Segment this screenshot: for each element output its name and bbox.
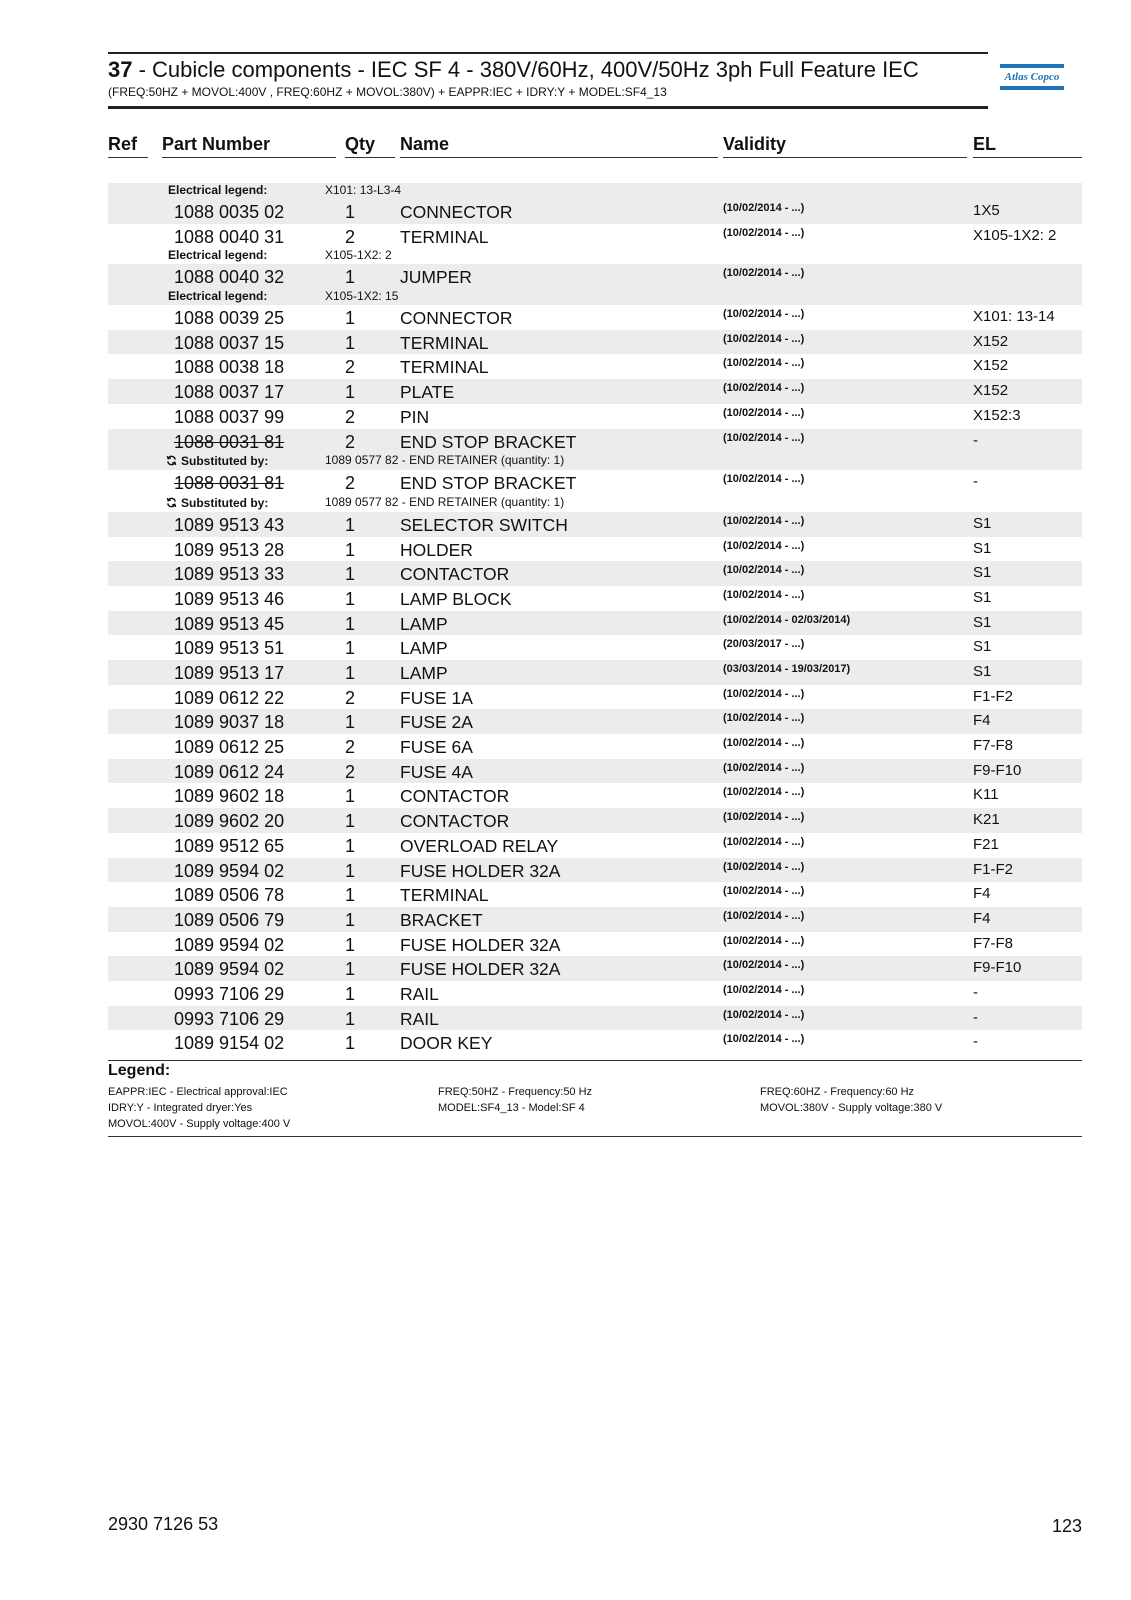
substituted-by-label — [166, 454, 268, 468]
part-group — [108, 305, 1082, 330]
table-row — [108, 512, 1082, 537]
validity: (10/02/2014 - ...) — [723, 737, 805, 750]
table-row — [108, 330, 1082, 355]
substitute-cycle-icon — [166, 497, 177, 508]
part-name: FUSE 4A — [400, 761, 473, 782]
substitution-row — [108, 453, 1082, 470]
part-group — [108, 709, 1082, 734]
part-name: FUSE HOLDER 32A — [400, 860, 561, 881]
legend-top-rule — [108, 1060, 1082, 1061]
electrical-ref: S1 — [973, 663, 992, 680]
page-header — [108, 52, 988, 109]
quantity: 1 — [345, 539, 356, 560]
part-name: LAMP — [400, 638, 448, 659]
legend — [108, 1062, 1082, 1137]
table-row — [108, 932, 1082, 957]
validity: (10/02/2014 - ...) — [723, 202, 805, 214]
electrical-legend-row — [108, 289, 1082, 305]
table-row — [108, 709, 1082, 734]
part-number: 1089 9513 46 — [174, 588, 285, 609]
quantity: 2 — [345, 357, 356, 378]
validity: (10/02/2014 - ...) — [723, 308, 805, 321]
validity: (10/02/2014 - ...) — [723, 885, 805, 898]
part-name: FUSE HOLDER 32A — [400, 934, 561, 955]
electrical-ref: F7-F8 — [973, 934, 1014, 952]
part-group — [108, 660, 1082, 685]
table-row — [108, 264, 1082, 289]
validity: (10/02/2014 - ...) — [723, 1008, 805, 1021]
table-row — [108, 635, 1082, 660]
electrical-ref: - — [973, 983, 978, 1001]
table-row — [108, 660, 1082, 685]
col-part-number-rule — [162, 157, 336, 158]
part-name: PLATE — [400, 382, 455, 403]
table-row — [108, 685, 1082, 710]
validity: (10/02/2014 - ...) — [723, 811, 805, 824]
quantity: 1 — [345, 638, 356, 659]
substitute-cycle-icon — [166, 455, 177, 466]
validity: (10/02/2014 - ...) — [723, 332, 805, 345]
validity: (10/02/2014 - ...) — [723, 406, 805, 419]
part-group — [108, 759, 1082, 784]
substituted-by-text: Substituted by: — [181, 454, 269, 469]
part-group — [108, 512, 1082, 537]
quantity: 1 — [345, 588, 356, 609]
part-name: OVERLOAD RELAY — [400, 835, 559, 856]
table-row — [108, 981, 1082, 1006]
part-number: 1089 9602 20 — [174, 811, 285, 832]
part-group — [108, 404, 1082, 429]
table-row — [108, 734, 1082, 759]
validity: (10/02/2014 - ...) — [723, 539, 805, 552]
part-name: SELECTOR SWITCH — [400, 514, 568, 535]
part-number: 1089 9512 65 — [174, 835, 285, 856]
electrical-ref: F4 — [973, 909, 991, 927]
table-row — [108, 379, 1082, 404]
electrical-legend-row — [108, 248, 1082, 264]
part-name: CONNECTOR — [400, 202, 513, 222]
quantity: 1 — [345, 382, 356, 403]
table-row — [108, 199, 1082, 224]
part-number: 1088 0040 31 — [174, 226, 285, 247]
part-group — [108, 429, 1082, 471]
electrical-ref: X152 — [973, 332, 1009, 350]
part-name: CONTACTOR — [400, 811, 510, 832]
electrical-ref: X152 — [973, 357, 1009, 375]
electrical-ref: K21 — [973, 811, 1000, 829]
part-name: LAMP BLOCK — [400, 588, 512, 609]
electrical-ref: F7-F8 — [973, 737, 1014, 755]
electrical-ref: - — [973, 431, 978, 449]
validity: (10/02/2014 - ...) — [723, 934, 805, 947]
legend-entry: MOVOL:400V - Supply voltage:400 V — [108, 1118, 291, 1130]
electrical-ref: X152:3 — [973, 406, 1021, 424]
validity: (10/02/2014 - ...) — [723, 959, 805, 972]
electrical-ref: F1-F2 — [973, 687, 1014, 705]
validity: (03/03/2014 - 19/03/2017) — [723, 663, 851, 675]
electrical-ref: S1 — [973, 539, 992, 557]
part-number: 1089 9513 43 — [174, 514, 285, 535]
col-name-header: Name — [400, 134, 450, 154]
part-number: 0993 7106 29 — [174, 983, 285, 1004]
col-ref-header: Ref — [108, 134, 138, 154]
part-number: 1089 0612 22 — [174, 687, 285, 708]
part-group — [108, 586, 1082, 611]
legend-entry: MODEL:SF4_13 - Model:SF 4 — [438, 1102, 585, 1114]
table-row — [108, 404, 1082, 429]
quantity: 2 — [345, 226, 356, 247]
legend-bottom-rule — [108, 1136, 1082, 1137]
validity: (10/02/2014 - ...) — [723, 983, 805, 996]
part-name: JUMPER — [400, 267, 472, 288]
part-number: 1088 0037 99 — [174, 406, 285, 427]
page-number: 123 — [1051, 1516, 1082, 1536]
part-number: 1089 0612 25 — [174, 737, 285, 758]
part-name: CONNECTOR — [400, 308, 513, 329]
col-validity-header: Validity — [723, 134, 787, 154]
substituted-by-label — [166, 496, 268, 510]
quantity: 2 — [345, 473, 356, 494]
validity: (10/02/2014 - ...) — [723, 786, 805, 799]
part-group — [108, 379, 1082, 404]
electrical-ref: 1X5 — [973, 202, 1000, 219]
quantity: 1 — [345, 983, 356, 1004]
electrical-ref: S1 — [973, 564, 992, 582]
part-number: 1088 0040 32 — [174, 267, 285, 288]
part-group — [108, 1006, 1082, 1031]
part-group — [108, 354, 1082, 379]
substitution-value: 1089 0577 82 - END RETAINER (quantity: 1) — [325, 453, 565, 468]
substituted-by-text: Substituted by: — [181, 495, 269, 510]
header-top-rule — [108, 52, 988, 54]
quantity: 2 — [345, 431, 356, 452]
table-row — [108, 808, 1082, 833]
part-group — [108, 264, 1082, 305]
col-validity-rule — [723, 157, 967, 158]
validity: (10/02/2014 - ...) — [723, 226, 805, 239]
legend-entry: FREQ:60HZ - Frequency:60 Hz — [760, 1086, 915, 1098]
table-row — [108, 470, 1082, 495]
col-ref-rule — [108, 157, 148, 158]
part-number: 1089 0506 79 — [174, 909, 285, 930]
validity: (10/02/2014 - ...) — [723, 564, 805, 577]
table-row — [108, 956, 1082, 981]
quantity: 1 — [345, 332, 356, 353]
validity: (10/02/2014 - ...) — [723, 267, 805, 280]
part-name: LAMP — [400, 663, 448, 683]
part-number: 1088 0035 02 — [174, 202, 285, 222]
part-number: 1089 9037 18 — [174, 712, 285, 733]
document-number: 2930 7126 53 — [108, 1514, 219, 1534]
part-number: 1089 0612 24 — [174, 761, 285, 782]
part-group — [108, 183, 1082, 224]
validity: (10/02/2014 - 02/03/2014) — [723, 613, 851, 626]
quantity: 1 — [345, 909, 356, 930]
electrical-ref: - — [973, 1033, 978, 1051]
validity: (10/02/2014 - ...) — [723, 357, 805, 370]
part-name: DOOR KEY — [400, 1033, 493, 1054]
quantity: 1 — [345, 959, 356, 980]
electrical-legend-label: Electrical legend: — [168, 183, 268, 197]
part-group — [108, 981, 1082, 1006]
electrical-legend-value: X105-1X2: 2 — [325, 248, 392, 263]
part-name: TERMINAL — [400, 357, 489, 378]
part-name: TERMINAL — [400, 332, 489, 353]
table-row — [108, 1030, 1082, 1055]
table-row — [108, 224, 1082, 249]
part-name: FUSE 1A — [400, 687, 473, 708]
part-group — [108, 537, 1082, 562]
part-name: BRACKET — [400, 909, 483, 930]
part-name: CONTACTOR — [400, 564, 510, 585]
quantity: 2 — [345, 761, 356, 782]
validity: (10/02/2014 - ...) — [723, 860, 805, 873]
quantity: 1 — [345, 712, 356, 733]
part-group — [108, 611, 1082, 636]
section-number: 37 — [108, 57, 133, 82]
part-group — [108, 907, 1082, 932]
part-group — [108, 734, 1082, 759]
part-name: FUSE 6A — [400, 737, 473, 758]
part-group — [108, 932, 1082, 957]
part-group — [108, 685, 1082, 710]
table-row — [108, 586, 1082, 611]
electrical-legend-value: X101: 13-L3-4 — [325, 183, 402, 197]
part-name: PIN — [400, 406, 430, 427]
part-number: 1089 9594 02 — [174, 934, 285, 955]
quantity: 1 — [345, 564, 356, 585]
quantity: 2 — [345, 737, 356, 758]
electrical-ref: F9-F10 — [973, 959, 1022, 977]
quantity: 1 — [345, 885, 356, 906]
table-row — [108, 833, 1082, 858]
validity: (20/03/2017 - ...) — [723, 638, 805, 651]
part-group — [108, 470, 1082, 512]
part-group — [108, 561, 1082, 586]
quantity: 1 — [345, 934, 356, 955]
electrical-ref: S1 — [973, 638, 992, 656]
part-group — [108, 956, 1082, 981]
part-name: END STOP BRACKET — [400, 431, 577, 452]
validity: (10/02/2014 - ...) — [723, 835, 805, 848]
table-row — [108, 429, 1082, 454]
electrical-legend-label: Electrical legend: — [168, 289, 268, 304]
quantity: 1 — [345, 1008, 356, 1029]
page-subtitle: (FREQ:50HZ + MOVOL:400V , FREQ:60HZ + MOVOL:380V) + EAPPR:IEC + IDRY:Y + MODEL:SF4_13 — [108, 85, 667, 99]
legend-entry: EAPPR:IEC - Electrical approval:IEC — [108, 1086, 288, 1098]
quantity: 1 — [345, 835, 356, 856]
substitution-value: 1089 0577 82 - END RETAINER (quantity: 1) — [325, 494, 565, 509]
part-number: 1088 0031 81 — [174, 473, 285, 494]
legend-entry: FREQ:50HZ - Frequency:50 Hz — [438, 1086, 593, 1098]
validity: (10/02/2014 - ...) — [723, 473, 805, 486]
part-group — [108, 330, 1082, 355]
quantity: 1 — [345, 308, 356, 329]
legend-entries — [108, 1084, 1082, 1132]
atlas-copco-logo — [1000, 62, 1064, 96]
electrical-ref: F4 — [973, 712, 991, 730]
part-name: RAIL — [400, 983, 439, 1004]
part-number: 1088 0031 81 — [174, 431, 285, 452]
electrical-ref: F9-F10 — [973, 761, 1022, 779]
validity: (10/02/2014 - ...) — [723, 1033, 805, 1046]
validity: (10/02/2014 - ...) — [723, 712, 805, 725]
part-group — [108, 224, 1082, 265]
part-number: 1089 9594 02 — [174, 860, 285, 881]
header-bottom-rule — [108, 106, 988, 109]
part-number: 1089 0506 78 — [174, 885, 285, 906]
table-row — [108, 783, 1082, 808]
validity: (10/02/2014 - ...) — [723, 588, 805, 601]
electrical-ref: F21 — [973, 835, 999, 853]
part-name: RAIL — [400, 1008, 439, 1029]
part-name: FUSE 2A — [400, 712, 473, 733]
col-qty-rule — [345, 157, 395, 158]
table-row — [108, 305, 1082, 330]
part-name: LAMP — [400, 613, 448, 634]
part-number: 1088 0039 25 — [174, 308, 285, 329]
quantity: 1 — [345, 786, 356, 807]
quantity: 1 — [345, 202, 356, 222]
part-group — [108, 635, 1082, 660]
quantity: 1 — [345, 663, 356, 683]
table-row — [108, 907, 1082, 932]
quantity: 1 — [345, 514, 356, 535]
quantity: 1 — [345, 811, 356, 832]
quantity: 2 — [345, 406, 356, 427]
validity: (10/02/2014 - ...) — [723, 909, 805, 922]
part-number: 1089 9513 33 — [174, 564, 285, 585]
section-title: - Cubicle components - IEC SF 4 - 380V/60Hz, 400V/50Hz 3ph Full Feature IEC — [132, 57, 919, 82]
table-row — [108, 561, 1082, 586]
quantity: 1 — [345, 1033, 356, 1054]
validity: (10/02/2014 - ...) — [723, 761, 805, 774]
col-el-rule — [973, 157, 1082, 158]
part-number: 1088 0037 17 — [174, 382, 285, 403]
part-number: 1089 9154 02 — [174, 1033, 285, 1054]
part-number: 1089 9602 18 — [174, 786, 285, 807]
electrical-ref: X105-1X2: 2 — [973, 226, 1057, 244]
electrical-ref: - — [973, 1008, 978, 1026]
part-group — [108, 882, 1082, 907]
part-group — [108, 833, 1082, 858]
table-header — [108, 130, 1082, 158]
electrical-legend-value: X105-1X2: 15 — [325, 289, 399, 304]
table-row — [108, 882, 1082, 907]
legend-title: Legend: — [108, 1062, 171, 1079]
part-number: 1089 9594 02 — [174, 959, 285, 980]
part-number: 1089 9513 17 — [174, 663, 285, 683]
validity: (10/02/2014 - ...) — [723, 431, 805, 444]
parts-table — [108, 183, 1082, 1055]
electrical-ref: X152 — [973, 382, 1009, 400]
part-group — [108, 1030, 1082, 1055]
part-name: TERMINAL — [400, 226, 489, 247]
part-name: FUSE HOLDER 32A — [400, 959, 561, 980]
electrical-legend-row — [108, 183, 1082, 199]
part-number: 1088 0038 18 — [174, 357, 285, 378]
legend-entry: MOVOL:380V - Supply voltage:380 V — [760, 1102, 943, 1114]
part-number: 0993 7106 29 — [174, 1008, 285, 1029]
electrical-ref: S1 — [973, 613, 992, 631]
electrical-ref: F4 — [973, 885, 991, 903]
part-number: 1088 0037 15 — [174, 332, 285, 353]
col-el-header: EL — [973, 134, 997, 154]
part-number: 1089 9513 45 — [174, 613, 285, 634]
table-row — [108, 537, 1082, 562]
quantity: 2 — [345, 687, 356, 708]
part-number: 1089 9513 28 — [174, 539, 285, 560]
electrical-ref: S1 — [973, 588, 992, 606]
table-row — [108, 759, 1082, 784]
table-row — [108, 858, 1082, 883]
electrical-ref: K11 — [973, 786, 999, 804]
validity: (10/02/2014 - ...) — [723, 382, 805, 395]
logo-band-top — [1000, 64, 1064, 68]
part-group — [108, 808, 1082, 833]
electrical-ref: F1-F2 — [973, 860, 1014, 878]
validity: (10/02/2014 - ...) — [723, 687, 805, 700]
part-name: END STOP BRACKET — [400, 473, 577, 494]
page-title — [108, 58, 988, 82]
electrical-ref: X101: 13-14 — [973, 308, 1055, 326]
table-row — [108, 354, 1082, 379]
table-row — [108, 1006, 1082, 1031]
part-group — [108, 783, 1082, 808]
col-qty-header: Qty — [345, 134, 376, 154]
substitution-row — [108, 495, 1082, 512]
logo-band-bottom — [1000, 86, 1064, 90]
col-name-rule — [400, 157, 718, 158]
legend-entry: IDRY:Y - Integrated dryer:Yes — [108, 1102, 253, 1114]
electrical-ref: S1 — [973, 514, 992, 532]
electrical-ref: - — [973, 473, 978, 491]
part-name: HOLDER — [400, 539, 473, 560]
part-group — [108, 858, 1082, 883]
quantity: 1 — [345, 613, 356, 634]
part-name: CONTACTOR — [400, 786, 510, 807]
table-row — [108, 611, 1082, 636]
quantity: 1 — [345, 860, 356, 881]
col-part-number-header: Part Number — [162, 134, 271, 154]
electrical-legend-label: Electrical legend: — [168, 248, 268, 263]
quantity: 1 — [345, 267, 356, 288]
part-number: 1089 9513 51 — [174, 638, 285, 659]
part-name: TERMINAL — [400, 885, 489, 906]
validity: (10/02/2014 - ...) — [723, 514, 805, 527]
logo-text: Atlas Copco — [1004, 71, 1060, 83]
